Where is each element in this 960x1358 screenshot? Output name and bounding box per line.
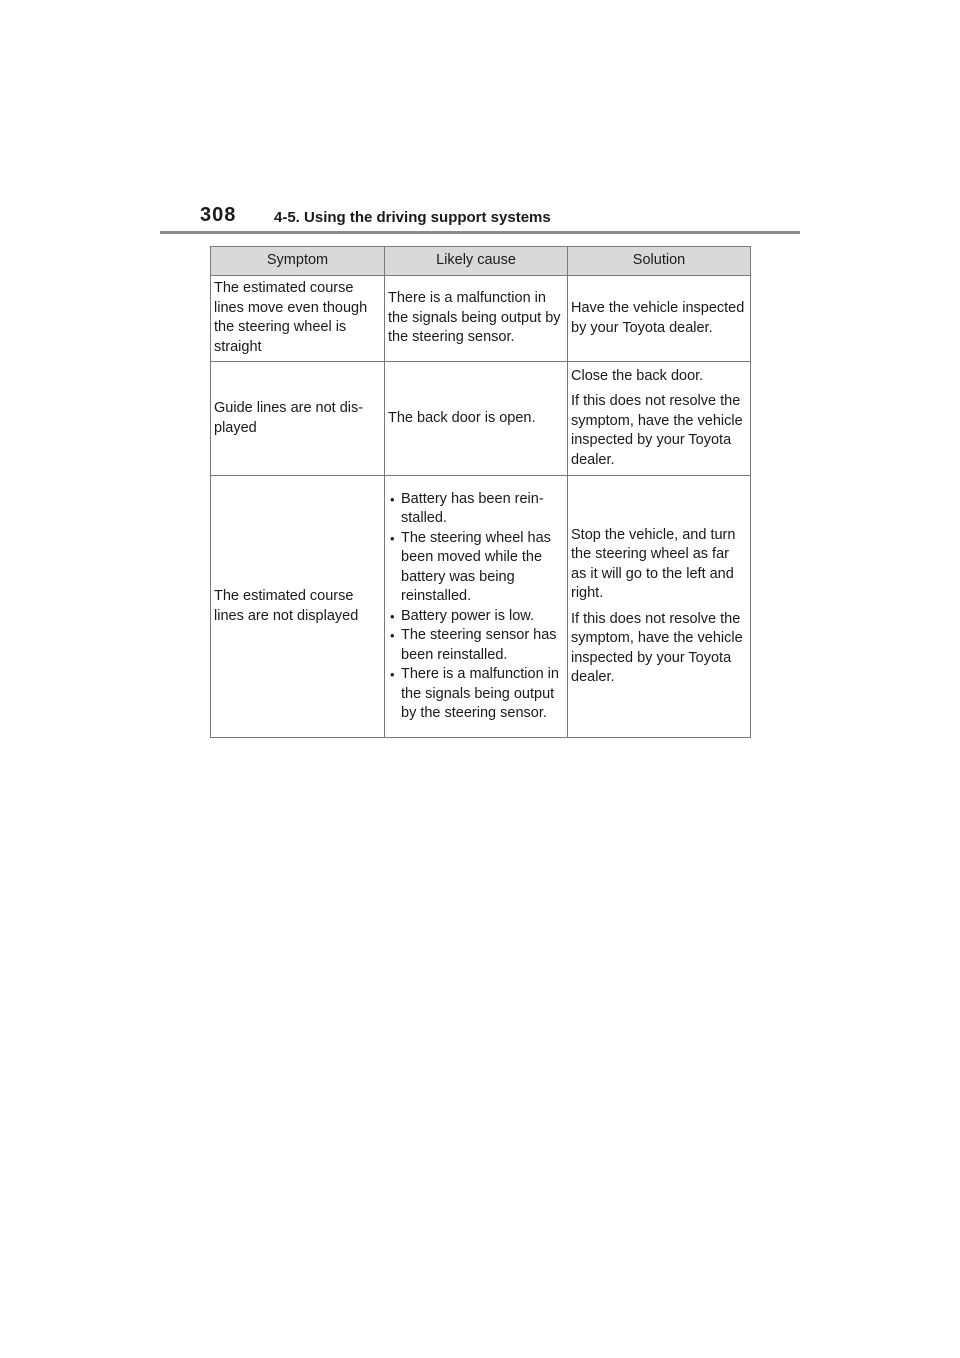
- cause-cell: [385, 476, 568, 738]
- cause-cell: [385, 276, 568, 362]
- solution-text: If this does not resolve the symptom, have the vehicle inspected by your Toyota dealer.: [571, 610, 743, 685]
- symptom-text: The estimated course lines are not displayed: [214, 588, 359, 624]
- symptom-cell: [211, 476, 385, 738]
- bullet-icon: •: [390, 608, 395, 624]
- cause-bullet-text: Battery power is low.: [401, 607, 534, 624]
- bullet-icon: •: [390, 667, 395, 682]
- list-item: [388, 490, 564, 529]
- solution-cell: [568, 276, 751, 362]
- cause-bullet-text: Battery has been rein-stalled.: [401, 490, 544, 526]
- symptom-text: The estimated course lines move even though the steering wheel is straight: [214, 280, 368, 355]
- table-header-row: [211, 247, 751, 276]
- table-row: [211, 362, 751, 476]
- symptom-cell: [211, 362, 385, 476]
- header-symptom: Symptom: [211, 247, 385, 276]
- page-header: [160, 200, 800, 236]
- cause-bullet-text: There is a malfunction in the signals being output by the steering sensor.: [401, 666, 559, 721]
- troubleshooting-table: [210, 246, 751, 738]
- solution-text: If this does not resolve the symptom, have the vehicle inspected by your Toyota dealer.: [571, 393, 743, 468]
- page-number: 308: [200, 204, 237, 226]
- list-item: [388, 665, 564, 724]
- list-item: [388, 626, 564, 665]
- section-title: 4-5. Using the driving support systems: [274, 209, 551, 226]
- bullet-icon: •: [390, 628, 395, 643]
- header-likely-cause: Likely cause: [385, 247, 568, 276]
- cause-bullet-text: The steering sensor has been reinstalled.: [401, 627, 557, 663]
- cause-text: There is a malfunction in the signals being output by the steering sensor.: [388, 290, 561, 346]
- solution-cell: [568, 476, 751, 738]
- cause-bullet-text: The steering wheel has been moved while the battery was being reinstalled.: [401, 529, 551, 604]
- list-item: [388, 607, 564, 627]
- table-row: [211, 276, 751, 362]
- symptom-cell: [211, 276, 385, 362]
- solution-cell: [568, 362, 751, 476]
- cause-cell: [385, 362, 568, 476]
- solution-text: Stop the vehicle, and turn the steering wheel as far as it will go to the left and right.: [571, 526, 736, 601]
- bullet-icon: •: [390, 530, 395, 546]
- list-item: [388, 529, 564, 607]
- cause-bullet-list: [388, 490, 564, 724]
- cause-text: The back door is open.: [388, 409, 536, 426]
- header-rule: [160, 231, 800, 234]
- symptom-text: Guide lines are not dis-played: [214, 400, 364, 436]
- bullet-icon: •: [390, 491, 395, 507]
- solution-text: Have the vehicle inspected by your Toyota dealer.: [571, 300, 745, 336]
- solution-text: Close the back door.: [571, 367, 704, 384]
- header-solution: Solution: [568, 247, 751, 276]
- table-row: [211, 476, 751, 738]
